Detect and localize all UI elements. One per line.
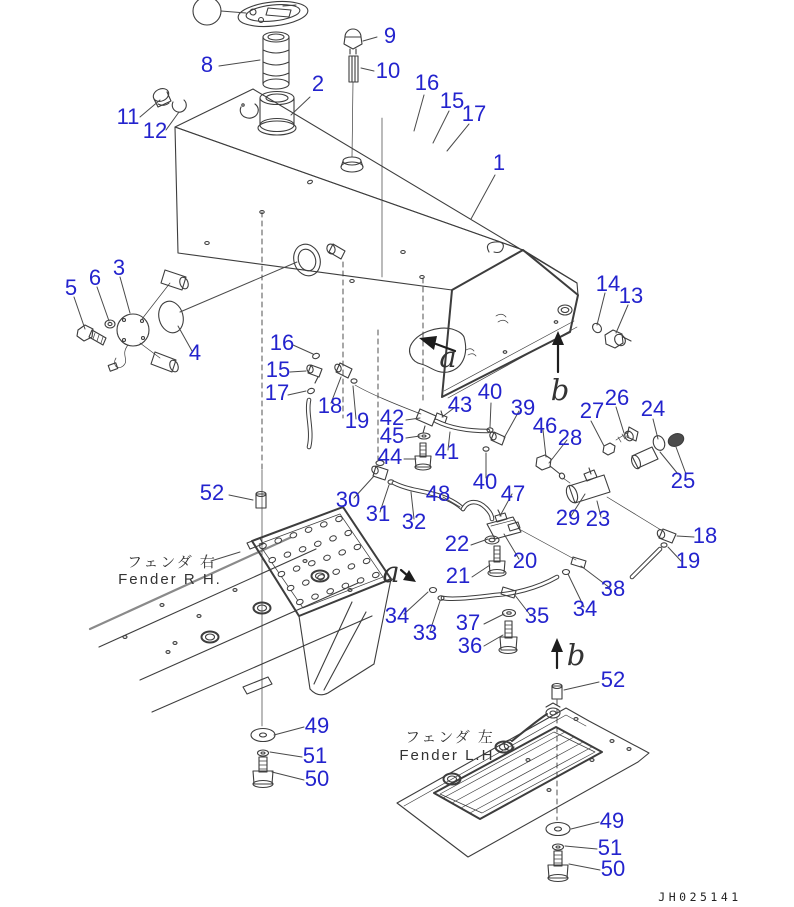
mount-bolt-stack-left-49-50-51 (251, 729, 275, 788)
callout-48: 48 (425, 481, 451, 506)
callout-35: 35 (524, 603, 550, 628)
fuel-cap-part-7 (237, 0, 309, 30)
callout-44: 44 (377, 444, 403, 469)
callout-7: 7 (201, 2, 213, 23)
callout-15-top: 15 (439, 88, 465, 113)
callout-22: 22 (444, 531, 470, 556)
callout-10: 10 (375, 58, 401, 83)
view-letter-detail-a-hose: a (382, 555, 400, 589)
callout-43: 43 (447, 392, 473, 417)
breather-part-9 (344, 29, 362, 54)
callout-36: 36 (457, 633, 483, 658)
callout-labels (65, 0, 717, 881)
callout-16-mid: 16 (269, 330, 295, 355)
callout-24: 24 (640, 396, 666, 421)
view-letter-detail-b-fender: b (566, 638, 586, 672)
view-letter-detail-a-tank: a (439, 340, 457, 374)
pin-52-left (256, 492, 266, 509)
bolt-26-27 (603, 427, 638, 455)
callout-51-left: 51 (302, 743, 328, 768)
callout-8: 8 (200, 52, 214, 77)
callout-34-right: 34 (572, 596, 598, 621)
callout-19-mid: 19 (344, 408, 370, 433)
callout-45: 45 (379, 423, 405, 448)
callout-25: 25 (670, 468, 696, 493)
callout-51-right: 51 (597, 835, 623, 860)
callout-50-right: 50 (600, 856, 626, 881)
caption-fender-lh-jp: フェンダ 左 (405, 729, 495, 746)
callout-28: 28 (557, 425, 583, 450)
callout-2: 2 (311, 71, 325, 96)
pin-52-right (552, 684, 562, 700)
callout-40-upper: 40 (477, 379, 503, 404)
caption-fender-rh-jp: フェンダ 右 (127, 554, 217, 571)
plug-part-11 (151, 86, 171, 107)
fuel-tank-part-1 (175, 89, 578, 398)
callout-11: 11 (116, 104, 140, 129)
callout-6: 6 (88, 265, 102, 290)
callout-39: 39 (510, 395, 536, 420)
callout-5: 5 (64, 275, 78, 300)
view-letter-detail-b-tank: b (550, 373, 570, 407)
callout-37: 37 (455, 610, 481, 635)
caption-fender-lh-en: Fender L.H. (399, 747, 501, 764)
callout-42: 42 (379, 405, 405, 430)
callout-16-top: 16 (414, 70, 440, 95)
elbow-18-19-mid (334, 363, 421, 414)
gasket-part-4 (155, 298, 186, 335)
callout-14: 14 (595, 271, 621, 296)
fitting-46-28 (536, 455, 570, 483)
snap-ring-near-neck (240, 104, 258, 118)
callout-52-left: 52 (199, 480, 225, 505)
callout-1: 1 (492, 150, 506, 175)
filler-neck-part-2 (258, 92, 296, 136)
callout-29: 29 (555, 505, 581, 530)
tee-fitting-42-43 (416, 409, 447, 433)
elbow-18-19-right-hose-38 (563, 528, 677, 577)
callout-38: 38 (600, 576, 626, 601)
rod-part-10 (341, 56, 363, 172)
fender-lh (397, 703, 649, 857)
fender-rh (90, 507, 391, 712)
drawing-code: JH025141 (658, 890, 742, 904)
callout-41: 41 (434, 439, 460, 464)
callout-21: 21 (445, 563, 471, 588)
callout-19-right: 19 (675, 548, 701, 573)
callout-50-left: 50 (304, 766, 330, 791)
callout-13: 13 (618, 283, 644, 308)
callout-3: 3 (112, 255, 126, 280)
callout-30: 30 (335, 487, 361, 512)
callout-31: 31 (365, 501, 391, 526)
callout-18-right: 18 (692, 523, 718, 548)
bolt-parts-13-14 (591, 322, 631, 348)
mount-bolt-stack-right-49-50-51 (546, 823, 570, 882)
callout-49-left: 49 (304, 713, 330, 738)
callout-17-top: 17 (461, 101, 487, 126)
callout-18-mid: 18 (317, 393, 343, 418)
callout-52-right: 52 (600, 667, 626, 692)
callout-26: 26 (604, 385, 630, 410)
callout-34-left: 34 (384, 603, 410, 628)
callout-32: 32 (401, 509, 427, 534)
callout-23: 23 (585, 506, 611, 531)
callout-47: 47 (500, 481, 526, 506)
callout-33: 33 (412, 620, 438, 645)
callout-40-lower: 40 (472, 469, 498, 494)
callout-17-mid: 17 (264, 380, 290, 405)
callout-27: 27 (579, 398, 605, 423)
bolt-44 (415, 443, 431, 470)
callout-9: 9 (383, 23, 397, 48)
callout-15-mid: 15 (265, 357, 291, 382)
step-plate-holes (259, 515, 380, 605)
callout-49-right: 49 (599, 808, 625, 833)
strainer-part-8 (263, 32, 289, 89)
callout-12: 12 (142, 118, 168, 143)
detail-a-blob (410, 328, 466, 372)
callout-4: 4 (188, 340, 202, 365)
clip-part-12 (172, 100, 186, 112)
caption-fender-rh-en: Fender R H. (118, 571, 222, 588)
callout-46: 46 (532, 413, 558, 438)
callout-20: 20 (512, 548, 538, 573)
